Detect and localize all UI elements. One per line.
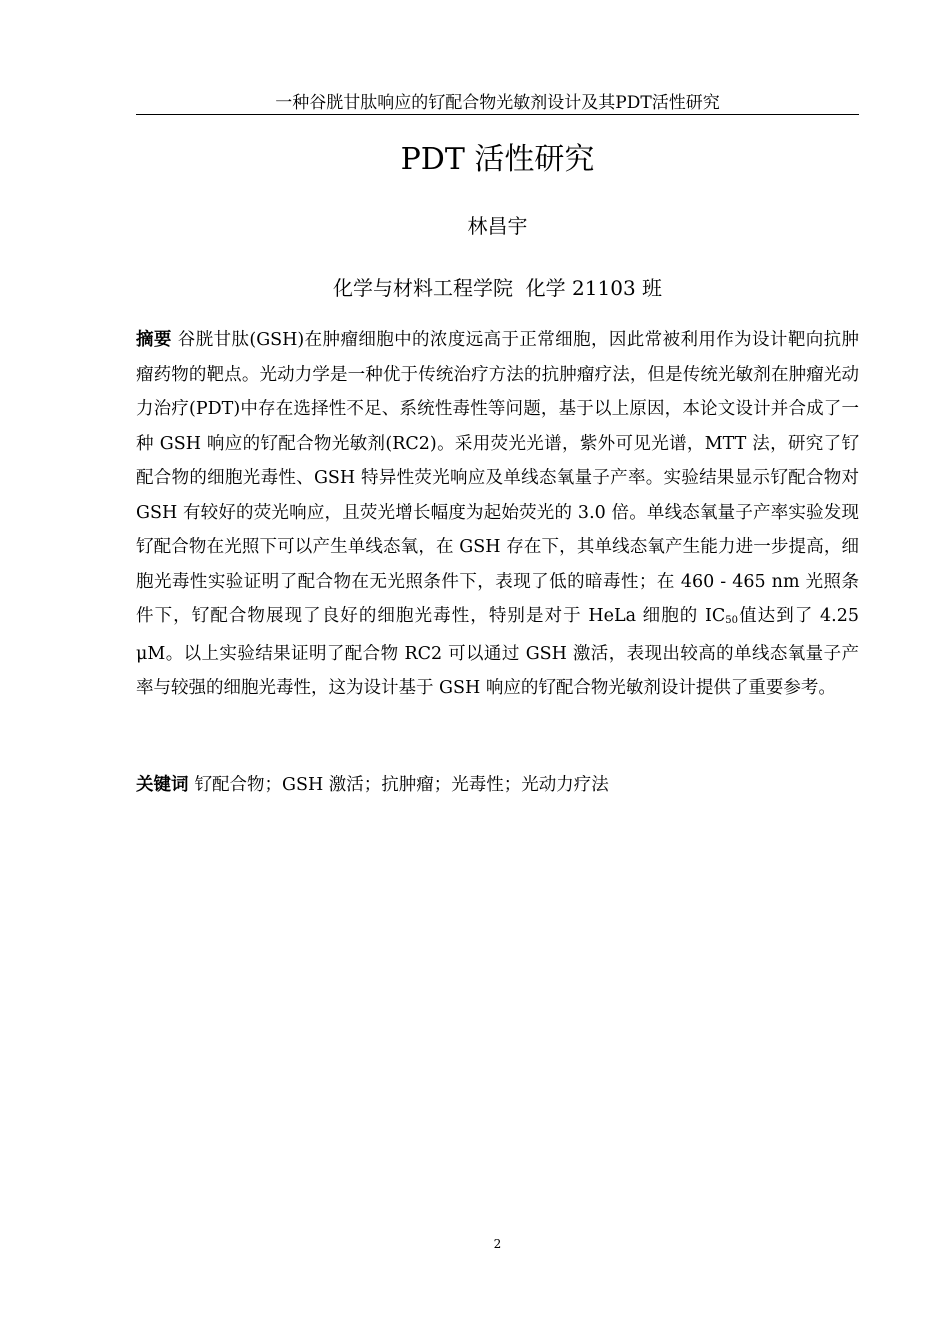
running-header: 一种谷胱甘肽响应的钌配合物光敏剂设计及其PDT活性研究 [275,93,720,113]
author-affiliation: 化学与材料工程学院 化学 21103 班 [332,276,663,300]
page-number: 2 [493,1237,502,1251]
abstract-text-continued: 值达到了 4.25 μM。以上实验结果证明了配合物 RC2 可以通过 GSH 激活，表现出较高的单线态氧量子产率与较强的细胞光毒性，这为设计基于 GSH 响应的钌配合物光敏剂设计提供了重要参考。 [136,606,859,698]
paper-title: PDT 活性研究 [400,142,595,177]
keywords-line [136,768,859,803]
abstract-text: 谷胱甘肽(GSH)在肿瘤细胞中的浓度远高于正常细胞，因此常被利用作为设计靶向抗肿瘤药物的靶点。光动力学是一种优于传统治疗方法的抗肿瘤疗法，但是传统光敏剂在肿瘤光动力治疗(PDT)中存在选择性不足、系统性毒性等问题，基于以上原因，本论文设计并合成了一种 GSH 响应的钌配合物光敏剂(RC2)。采用荧光光谱，紫外可见光谱，MTT 法，研究了钌配合物的细胞光毒性、GSH 特异性荧光响应及单线态氧量子产率。实验结果显示钌配合物对 GSH 有较好的荧光响应，且荧光增长幅度为起始荧光的 3.0 倍。单线态氧量子产率实验发现钌配合物在光照下可以产生单线态氧，在 GSH 存在下，其单线态氧产生能力进一步提高，细胞光毒性实验证明了配合物在无光照条件下，表现了低的暗毒性；在 460 - 465 nm 光照条件下，钌配合物展现了良好的细胞光毒性，特别是对于 HeLa 细胞的 IC [136,330,859,626]
abstract-paragraph [136,323,859,706]
abstract-label: 摘要 [136,330,172,350]
keywords-label: 关键词 [136,775,189,795]
keywords-text: 钌配合物；GSH 激活；抗肿瘤；光毒性；光动力疗法 [194,775,609,795]
author-name: 林昌宇 [467,214,528,238]
header-divider [136,114,859,115]
ic50-subscript: 50 [725,615,739,626]
